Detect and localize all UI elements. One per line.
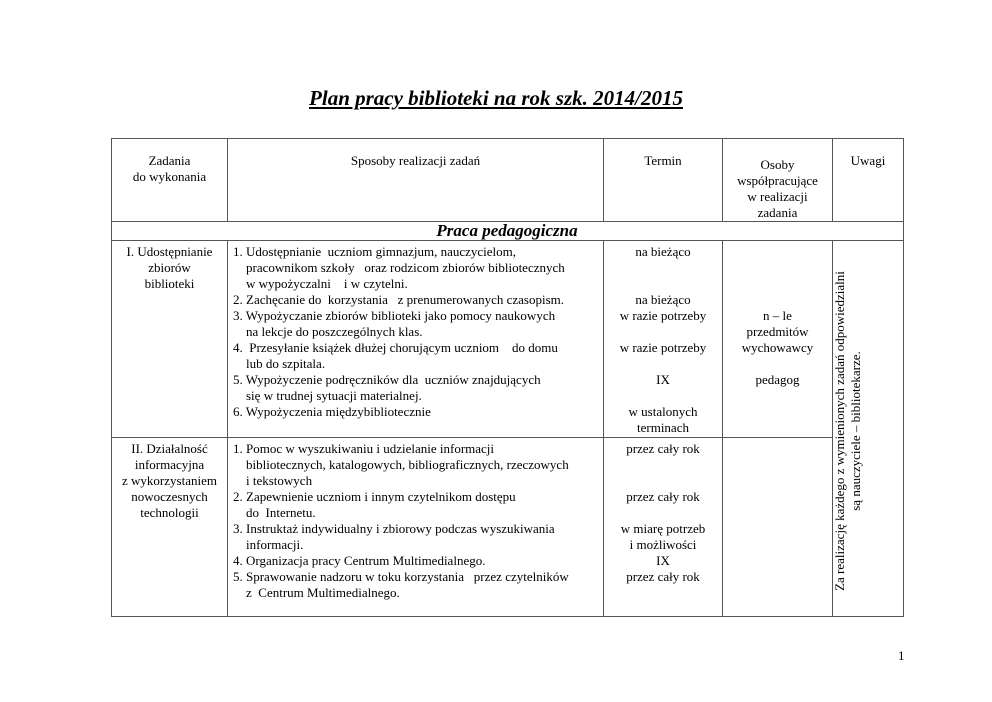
list-item: do Internetu. (233, 505, 316, 520)
col-divider-1-header (227, 138, 228, 222)
list-item: bibliotecznych, katalogowych, bibliograficznych, rzeczowych (233, 457, 569, 472)
list-item: 5. Sprawowanie nadzoru w toku korzystania przez czytelników (233, 569, 569, 584)
document-title: Plan pracy biblioteki na rok szk. 2014/2015 (309, 86, 683, 110)
list-item: lub do szpitala. (233, 356, 326, 371)
header-methods: Sposoby realizacji zadań (350, 153, 481, 168)
row2-task: II. Działalność informacyjna z wykorzystaniem nowoczesnych technologii (122, 441, 217, 520)
list-item: 2. Zapewnienie uczniom i innym czytelnikom dostępu (233, 489, 516, 504)
list-item: 3. Instruktaż indywidualny i zbiorowy podczas wyszukiwania (233, 521, 555, 536)
row1-methods (233, 244, 601, 420)
header-remarks: Uwagi (850, 153, 886, 168)
list-item: 3. Wypożyczanie zbiorów biblioteki jako pomocy naukowych (233, 308, 556, 323)
header-persons: Osoby współpracujące w realizacji zadania (737, 157, 818, 220)
table-border-top (111, 138, 904, 139)
header-tasks: Zadania do wykonania (132, 153, 207, 184)
list-item: 6. Wypożyczenia międzybibliotecznie (233, 404, 431, 419)
header-term: Termin (644, 153, 682, 168)
list-item: pracownikom szkoły oraz rodzicom zbiorów bibliotecznych (233, 260, 565, 275)
row2-terms: przez cały rok przez cały rok w miarę potrzeb i możliwości IX przez cały rok (620, 441, 706, 584)
list-item: 4. Organizacja pracy Centrum Multimedialnego. (233, 553, 486, 568)
list-item: się w trudnej sytuacji materialnej. (233, 388, 422, 403)
section-heading: Praca pedagogiczna (436, 221, 578, 240)
table-border-left (111, 138, 112, 617)
col-divider-2-header (603, 138, 604, 222)
list-item: 5. Wypożyczenie podręczników dla uczniów znajdujących (233, 372, 541, 387)
list-item: w wypożyczalni i w czytelni. (233, 276, 408, 291)
col-divider-1 (227, 240, 228, 617)
row1-persons: n – le przedmitów wychowawcy pedagog (741, 308, 814, 387)
row1-terms: na bieżąco na bieżąco w razie potrzeby w razie potrzeby IX w ustalonych terminach (619, 244, 707, 435)
list-item: 1. Pomoc w wyszukiwaniu i udzielanie informacji (233, 441, 495, 456)
remarks-note: Za realizację każdego z wymienionych zadań odpowiedzialni są nauczyciele – bibliotekarze. (832, 271, 863, 591)
list-item: z Centrum Multimedialnego. (233, 585, 400, 600)
row-divider (111, 437, 833, 438)
row2-methods (233, 441, 601, 601)
list-item: i tekstowych (233, 473, 313, 488)
list-item: na lekcje do poszczególnych klas. (233, 324, 423, 339)
list-item: 2. Zachęcanie do korzystania z prenumerowanych czasopism. (233, 292, 565, 307)
table-border-bottom (111, 616, 904, 617)
table-border-right (903, 138, 904, 617)
page-number: 1 (898, 648, 905, 663)
list-item: informacji. (233, 537, 304, 552)
row1-task: I. Udostępnianie zbiorów biblioteki (126, 244, 213, 291)
list-item: 4. Przesyłanie książek dłużej chorującym uczniom do domu (233, 340, 558, 355)
col-divider-3 (722, 240, 723, 617)
list-item: 1. Udostępnianie uczniom gimnazjum, nauczycielom, (233, 244, 517, 259)
col-divider-4-header (832, 138, 833, 222)
